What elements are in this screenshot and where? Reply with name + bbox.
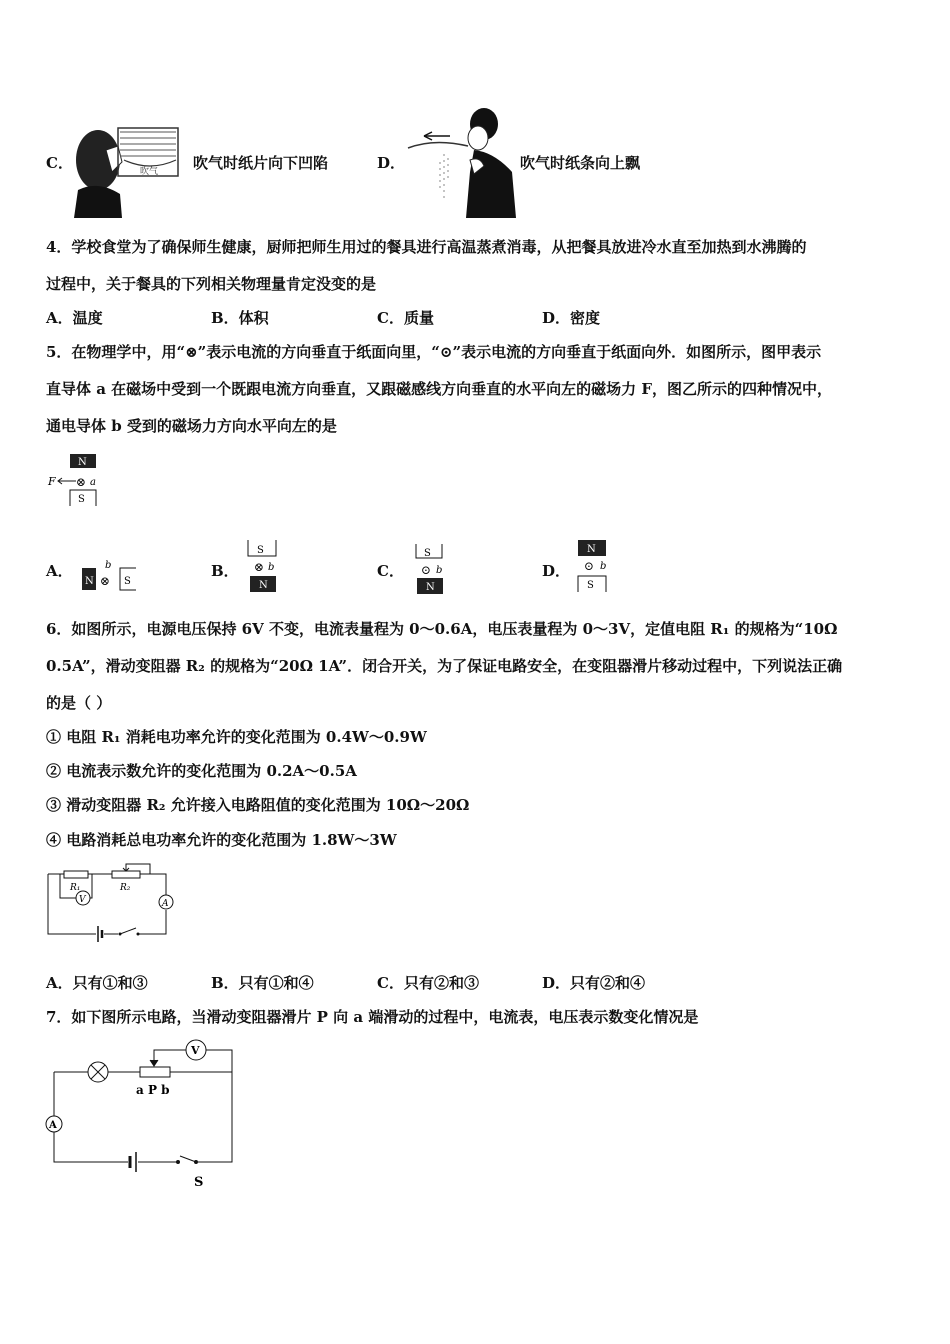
q5-fig-n-label: N: [78, 457, 87, 468]
q3-option-c-image: [70, 110, 190, 220]
q5-stem-line-1: 5．在物理学中，用“⊗”表示电流的方向垂直于纸面向里，“⊙”表示电流的方向垂直于纸面向外．如图所示，图甲表示: [46, 343, 822, 361]
q5-option-c-letter: C．: [377, 562, 404, 580]
q6-statement-2: ② 电流表示数允许的变化范围为 0.2A～0.5A: [46, 762, 357, 780]
q3-option-d-caption: 吹气时纸条向上飘: [520, 154, 641, 172]
q6-option-b: B．只有①和④: [211, 974, 314, 992]
q5-option-b-figure: [244, 538, 294, 596]
q6-statement-4: ④ 电路消耗总电功率允许的变化范围为 1.8W～3W: [46, 831, 397, 849]
q7-stem: 7．如下图所示电路，当滑动变阻器滑片 P 向 a 端滑动的过程中，电流表，电压表示数变化情况是: [46, 1008, 699, 1026]
svg-text:N: N: [85, 576, 94, 587]
q6-option-c: C．只有②和③: [377, 974, 479, 992]
q4-stem-line-2: 过程中，关于餐具的下列相关物理量肯定没变的是: [46, 275, 377, 293]
q6-r2-label: R₂: [120, 883, 131, 893]
q7-circuit-diagram: [42, 1036, 242, 1192]
q5-fig-s-label: S: [78, 494, 85, 505]
q5-fig-cross: ⊗: [76, 475, 87, 489]
q5-option-d-letter: D．: [542, 562, 571, 580]
q5-option-a-figure: [78, 556, 140, 596]
svg-text:N: N: [426, 582, 435, 593]
q5-stem-line-3: 通电导体 b 受到的磁场力方向水平向左的是: [46, 417, 337, 435]
q5-fig-a-label: a: [90, 477, 96, 488]
q3-option-d-letter: D．: [377, 154, 406, 172]
q5-option-c-figure: [412, 542, 462, 598]
svg-text:N: N: [259, 580, 268, 591]
q7-ammeter-label: A: [49, 1120, 57, 1131]
q3-option-c-caption: 吹气时纸片向下凹陷: [193, 154, 329, 172]
svg-text:N: N: [587, 544, 596, 555]
q3-c-image-label: 吹气: [140, 167, 159, 177]
svg-text:b: b: [105, 560, 112, 571]
svg-text:⊗: ⊗: [100, 574, 111, 588]
q6-stem-line-3: 的是（ ）: [46, 694, 112, 712]
q4-option-a: A．温度: [46, 309, 103, 327]
q6-voltmeter-label: V: [79, 895, 86, 905]
svg-text:⊙: ⊙: [584, 559, 595, 573]
q6-ammeter-label: A: [162, 899, 169, 909]
svg-text:b: b: [436, 565, 443, 576]
svg-text:S: S: [257, 545, 264, 556]
q5-fig-f-label: F: [48, 475, 56, 488]
svg-text:S: S: [587, 580, 594, 591]
svg-text:⊙: ⊙: [421, 563, 432, 577]
q4-stem-line-1: 4．学校食堂为了确保师生健康，厨师把师生用过的餐具进行高温蒸煮消毒，从把餐具放进冷水直至加热到水沸腾的: [46, 238, 807, 256]
q6-statement-1: ① 电阻 R₁ 消耗电功率允许的变化范围为 0.4W～0.9W: [46, 728, 427, 746]
svg-text:b: b: [600, 561, 607, 572]
q7-voltmeter-label: V: [191, 1044, 200, 1057]
q6-r1-label: R₁: [70, 883, 81, 893]
q7-switch-label: S: [194, 1175, 204, 1190]
q6-option-a: A．只有①和③: [46, 974, 148, 992]
svg-text:S: S: [124, 576, 131, 587]
q5-option-b-letter: B．: [211, 562, 239, 580]
q5-option-d-figure: [574, 538, 624, 594]
q4-option-b: B．体积: [211, 309, 269, 327]
q6-stem-line-2: 0.5A”，滑动变阻器 R₂ 的规格为“20Ω 1A”．闭合开关，为了保证电路安全，在变阻器滑片移动过程中，下列说法正确: [46, 657, 843, 675]
q5-option-a-letter: A．: [46, 562, 73, 580]
q6-circuit-diagram: [46, 862, 178, 944]
q5-figure-jia: [48, 452, 108, 508]
svg-text:S: S: [424, 548, 431, 559]
q3-option-c-letter: C．: [46, 154, 73, 172]
q4-option-d: D．密度: [542, 309, 601, 327]
svg-text:b: b: [268, 562, 275, 573]
q6-statement-3: ③ 滑动变阻器 R₂ 允许接入电路阻值的变化范围为 10Ω～20Ω: [46, 796, 470, 814]
q6-option-d: D．只有②和④: [542, 974, 646, 992]
q4-option-c: C．质量: [377, 309, 434, 327]
q6-stem-line-1: 6．如图所示，电源电压保持 6V 不变，电流表量程为 0～0.6A，电压表量程为 0～3V，定值电阻 R₁ 的规格为“10Ω: [46, 620, 838, 638]
q7-apb-label: a P b: [136, 1083, 170, 1097]
q5-stem-line-2: 直导体 a 在磁场中受到一个既跟电流方向垂直，又跟磁感线方向垂直的水平向左的磁场力 F，图乙所示的四种情况中，: [46, 380, 833, 398]
svg-text:⊗: ⊗: [254, 560, 265, 574]
q3-option-d-image: [404, 102, 519, 220]
